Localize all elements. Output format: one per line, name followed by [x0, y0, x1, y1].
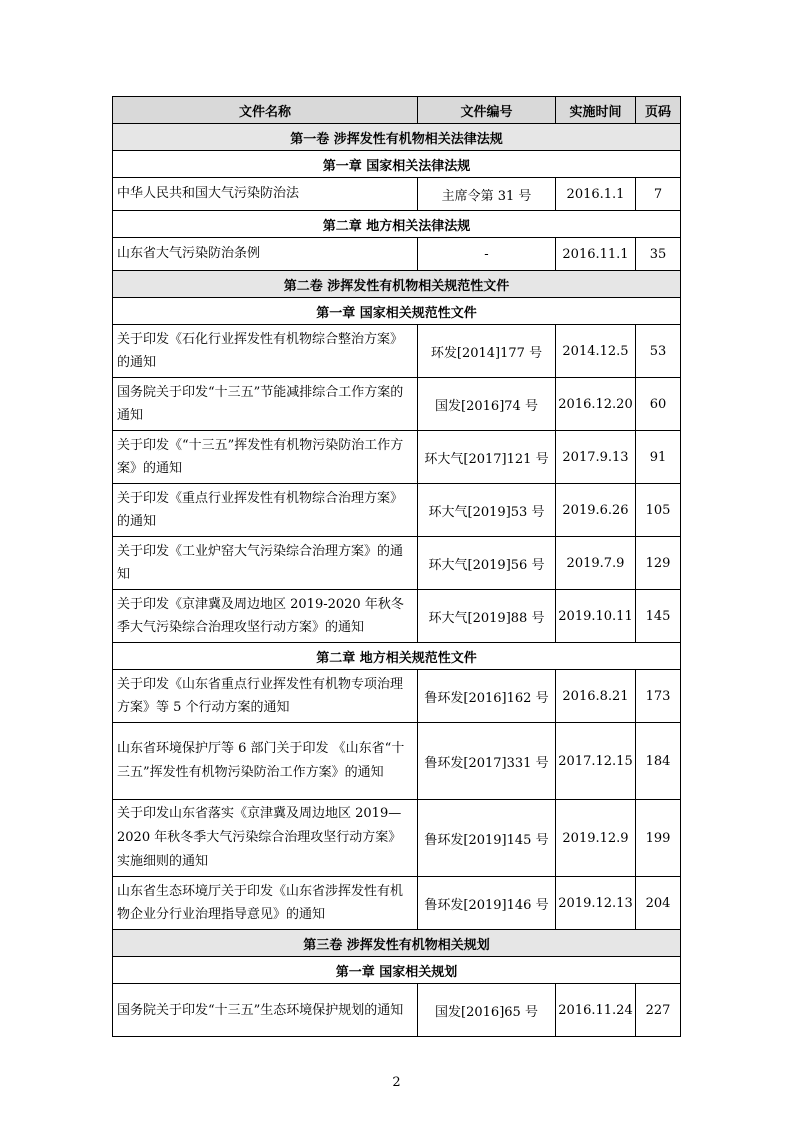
- doc-number: 鲁环发[2016]162 号: [418, 670, 556, 723]
- table-row: [113, 800, 681, 877]
- doc-number: 鲁环发[2019]145 号: [418, 800, 556, 877]
- doc-name: 关于印发《山东省重点行业挥发性有机物专项治理方案》等 5 个行动方案的通知: [113, 670, 418, 723]
- doc-date: 2017.12.15: [556, 723, 636, 800]
- doc-name: 国务院关于印发“十三五”生态环境保护规划的通知: [113, 984, 418, 1037]
- doc-number: 环大气[2019]56 号: [418, 537, 556, 590]
- volume-title: 第一卷 涉挥发性有机物相关法律法规: [113, 124, 681, 151]
- header-number: 文件编号: [418, 97, 556, 124]
- table-row: [113, 238, 681, 271]
- table-row: [113, 378, 681, 431]
- volume-title: 第三卷 涉挥发性有机物相关规划: [113, 930, 681, 957]
- doc-number: 主席令第 31 号: [418, 178, 556, 211]
- table-row: [113, 590, 681, 643]
- doc-date: 2016.11.1: [556, 238, 636, 271]
- doc-page: 35: [636, 238, 681, 271]
- header-page: 页码: [636, 97, 681, 124]
- doc-name: 山东省生态环境厅关于印发《山东省涉挥发性有机物企业分行业治理指导意见》的通知: [113, 877, 418, 930]
- header-name: 文件名称: [113, 97, 418, 124]
- header-row: [113, 97, 681, 124]
- doc-number: 环大气[2019]88 号: [418, 590, 556, 643]
- table-row: [113, 325, 681, 378]
- doc-name: 中华人民共和国大气污染防治法: [113, 178, 418, 211]
- doc-page: 7: [636, 178, 681, 211]
- doc-page: 184: [636, 723, 681, 800]
- doc-number: 鲁环发[2017]331 号: [418, 723, 556, 800]
- doc-number: 鲁环发[2019]146 号: [418, 877, 556, 930]
- doc-number: 环大气[2017]121 号: [418, 431, 556, 484]
- table-row: [113, 484, 681, 537]
- doc-date: 2016.8.21: [556, 670, 636, 723]
- chapter-row: [113, 957, 681, 984]
- doc-name: 关于印发《工业炉窑大气污染综合治理方案》的通知: [113, 537, 418, 590]
- doc-page: 105: [636, 484, 681, 537]
- doc-name: 关于印发《京津冀及周边地区 2019-2020 年秋冬季大气污染综合治理攻坚行动方案》的通知: [113, 590, 418, 643]
- doc-number: 环发[2014]177 号: [418, 325, 556, 378]
- chapter-title: 第一章 国家相关规划: [113, 957, 681, 984]
- doc-date: 2016.11.24: [556, 984, 636, 1037]
- table-row: [113, 984, 681, 1037]
- doc-page: 53: [636, 325, 681, 378]
- chapter-title: 第一章 国家相关规范性文件: [113, 298, 681, 325]
- chapter-title: 第二章 地方相关规范性文件: [113, 643, 681, 670]
- doc-date: 2016.12.20: [556, 378, 636, 431]
- doc-date: 2014.12.5: [556, 325, 636, 378]
- chapter-row: [113, 211, 681, 238]
- doc-date: 2019.12.9: [556, 800, 636, 877]
- doc-date: 2016.1.1: [556, 178, 636, 211]
- doc-number: 国发[2016]74 号: [418, 378, 556, 431]
- doc-name: 关于印发山东省落实《京津冀及周边地区 2019—2020 年秋冬季大气污染综合治理攻坚行动方案》实施细则的通知: [113, 800, 418, 877]
- doc-page: 173: [636, 670, 681, 723]
- doc-number: 环大气[2019]53 号: [418, 484, 556, 537]
- table-row: [113, 178, 681, 211]
- table-row: [113, 670, 681, 723]
- doc-page: 199: [636, 800, 681, 877]
- chapter-title: 第一章 国家相关法律法规: [113, 151, 681, 178]
- doc-page: 227: [636, 984, 681, 1037]
- chapter-row: [113, 643, 681, 670]
- table-row: [113, 431, 681, 484]
- doc-page: 129: [636, 537, 681, 590]
- volume-title: 第二卷 涉挥发性有机物相关规范性文件: [113, 271, 681, 298]
- doc-date: 2019.6.26: [556, 484, 636, 537]
- volume-row: [113, 124, 681, 151]
- table-row: [113, 537, 681, 590]
- chapter-row: [113, 151, 681, 178]
- doc-page: 204: [636, 877, 681, 930]
- doc-date: 2019.7.9: [556, 537, 636, 590]
- table-row: [113, 877, 681, 930]
- table-row: [113, 723, 681, 800]
- doc-page: 91: [636, 431, 681, 484]
- chapter-row: [113, 298, 681, 325]
- doc-name: 山东省大气污染防治条例: [113, 238, 418, 271]
- doc-page: 145: [636, 590, 681, 643]
- doc-name: 国务院关于印发“十三五”节能减排综合工作方案的通知: [113, 378, 418, 431]
- page-number: 2: [392, 1075, 401, 1090]
- doc-page: 60: [636, 378, 681, 431]
- doc-date: 2019.10.11: [556, 590, 636, 643]
- volume-row: [113, 930, 681, 957]
- doc-number: 国发[2016]65 号: [418, 984, 556, 1037]
- doc-name: 关于印发《“十三五”挥发性有机物污染防治工作方案》的通知: [113, 431, 418, 484]
- doc-number: -: [418, 238, 556, 271]
- doc-date: 2019.12.13: [556, 877, 636, 930]
- document-index-table: [112, 96, 681, 1037]
- doc-name: 关于印发《石化行业挥发性有机物综合整治方案》的通知: [113, 325, 418, 378]
- volume-row: [113, 271, 681, 298]
- doc-name: 关于印发《重点行业挥发性有机物综合治理方案》的通知: [113, 484, 418, 537]
- header-date: 实施时间: [556, 97, 636, 124]
- chapter-title: 第二章 地方相关法律法规: [113, 211, 681, 238]
- doc-date: 2017.9.13: [556, 431, 636, 484]
- doc-name: 山东省环境保护厅等 6 部门关于印发 《山东省“十三五”挥发性有机物污染防治工作方案》的通知: [113, 723, 418, 800]
